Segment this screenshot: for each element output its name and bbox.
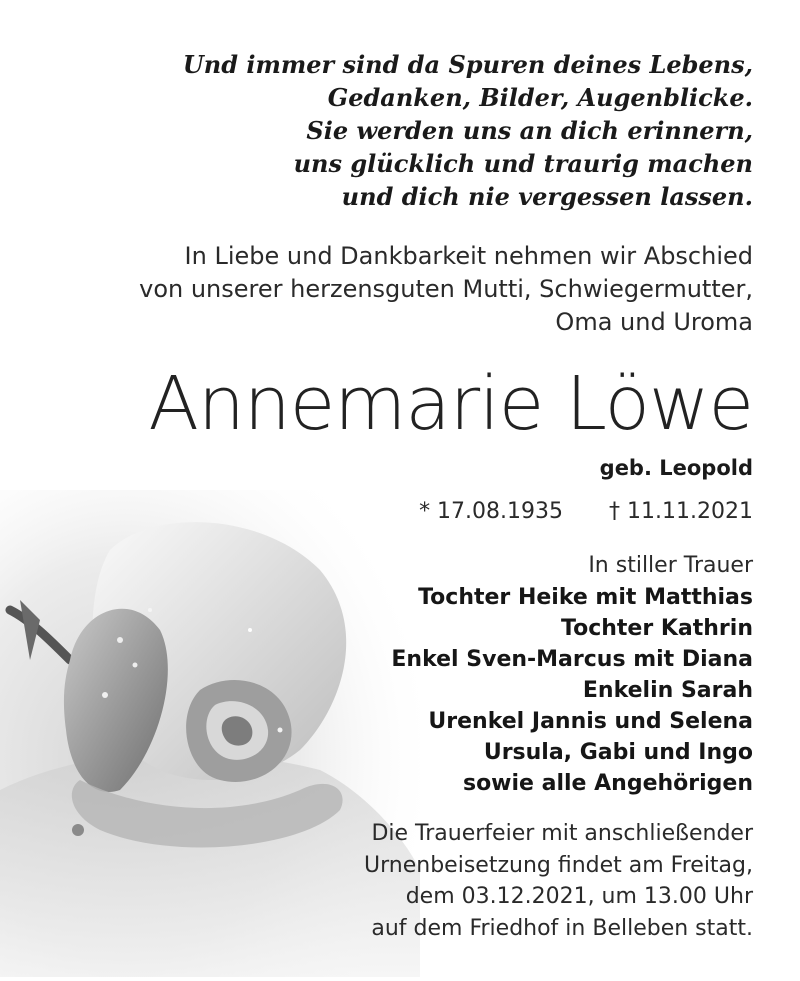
- mourning-label: In stiller Trauer: [588, 553, 753, 578]
- verse-line: Gedanken, Bilder, Augenblicke.: [327, 83, 753, 112]
- intro-line: von unserer herzensguten Mutti, Schwiegermutter,: [139, 275, 753, 303]
- mourners-list: [33, 582, 753, 799]
- service-line: dem 03.12.2021, um 13.00 Uhr: [405, 884, 753, 909]
- intro-text: [33, 240, 753, 339]
- deceased-name: Annemarie Löwe: [148, 361, 753, 447]
- verse-line: und dich nie vergessen lassen.: [341, 182, 753, 211]
- mourner: Enkelin Sarah: [582, 678, 753, 703]
- intro-line: In Liebe und Dankbarkeit nehmen wir Abschied: [184, 242, 753, 270]
- verse-line: Sie werden uns an dich erinnern,: [306, 116, 753, 145]
- obituary-text: [33, 0, 753, 944]
- mourner: Tochter Kathrin: [561, 616, 753, 641]
- mourner: Tochter Heike mit Matthias: [418, 585, 753, 610]
- verse-line: uns glücklich und traurig machen: [293, 149, 753, 178]
- memorial-verse: [33, 48, 753, 213]
- maiden-name: geb. Leopold: [599, 456, 753, 480]
- mourner: sowie alle Angehörigen: [462, 771, 753, 796]
- service-line: auf dem Friedhof in Belleben statt.: [371, 915, 753, 941]
- intro-line: Oma und Uroma: [555, 308, 753, 336]
- service-line: Die Trauerfeier mit anschließender: [371, 821, 753, 846]
- life-dates: [33, 496, 753, 528]
- death-date: † 11.11.2021: [609, 499, 753, 524]
- verse-line: Und immer sind da Spuren deines Lebens,: [182, 50, 753, 79]
- mourner: Enkel Sven-Marcus mit Diana: [391, 647, 753, 672]
- service-line: Urnenbeisetzung findet am Freitag,: [364, 852, 753, 878]
- mourner: Ursula, Gabi und Ingo: [483, 740, 753, 765]
- service-info: [33, 818, 753, 944]
- birth-date: * 17.08.1935: [419, 499, 564, 524]
- mourner: Urenkel Jannis und Selena: [428, 709, 753, 734]
